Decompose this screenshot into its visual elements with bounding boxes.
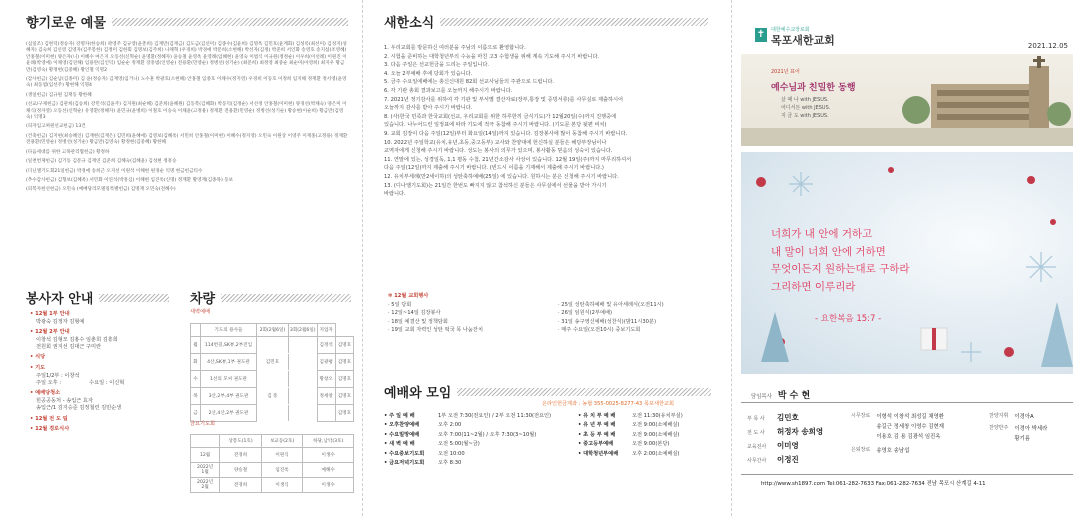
staff-name: 이미영 — [777, 441, 799, 450]
service-time: 오전 9:00(소예배실) — [632, 431, 680, 438]
motto-line: 지 금 도 with JESUS. — [781, 113, 829, 119]
motto-banner — [741, 54, 1073, 146]
church-denomination: 대한예수교장로회 — [771, 27, 810, 33]
vehicle-cell: 김명호 — [335, 371, 353, 388]
vehicle-cell — [288, 371, 317, 388]
volunteer-label: • 12월 2부 안내 — [30, 329, 70, 335]
staff-row — [747, 440, 847, 454]
news-item: 5. 금주 수요일에배에는 총신신대원 82회 선교사님들의 주관으로 드립니다. — [384, 79, 555, 86]
service-name: • 초 등 부 예 배 — [578, 431, 616, 438]
star-icon: ✻ — [388, 293, 393, 299]
table-row — [191, 354, 354, 371]
motto-line: 살 때 나 with JESUS. — [781, 97, 829, 103]
news-item: 13. (디나앨기도회)는 21일간 한번도 빠지지 않고 참석하신 분들은 사무실에서 선물을 받아 가시기 — [384, 182, 607, 189]
elder-names: 이용호 김 용 김광석 임진옥 — [876, 434, 941, 440]
service-name: • 오후찬양예배 — [384, 422, 420, 429]
news-item: 있습니다. 나누어드린 일정표에 따라 기도에 적극 동참해 주시기 바랍니다. (기도문 본당 뒷편 비치) — [384, 122, 607, 129]
worship-row — [578, 450, 728, 459]
vehicle-cell — [288, 388, 317, 405]
vehicle-cell — [288, 405, 317, 422]
motto-line: 어디서든 with JESUS. — [781, 105, 831, 111]
vehicle-cell: 정세창 — [317, 388, 335, 405]
senior-pastor: 담임목사 박 수 현 — [751, 391, 811, 401]
staff-name: 김민호 — [777, 413, 799, 422]
events-right — [558, 301, 708, 335]
service-name: • 대학청년부예배 — [578, 450, 619, 457]
worship-schedule — [384, 412, 728, 468]
offering-block: (디닌앨기도회21일헌금) 박경애 송희근 오지선 이원석 이해현 편경순 익명 현금헌금티수 — [26, 168, 203, 174]
staff-divider — [741, 402, 1073, 403]
news-item: 9. 교회 김장이 다음 주일(12일)부터 화요일(14일)까지 있습니다. 김장봉사에 많이 동참해 주시기 바랍니다. — [384, 130, 628, 137]
right-column — [731, 0, 1091, 516]
offering-block: (다음세대를 위한 고목관리협헌금) 황정하 — [26, 149, 110, 155]
friday-cell: 예해수 — [303, 463, 354, 478]
left-column — [0, 0, 362, 516]
news-item: 1. 우리교회를 방문하신 여러분을 주님의 이름으로 환영합니다. — [384, 45, 526, 51]
staff-role: 교육전사 — [747, 444, 767, 450]
title-decoration — [457, 388, 711, 396]
news-item: 10. 2022년 주일학교(유치,유년,초등,중고등부) 교사와 찬양대에 헌신하실 분들은 해당부장님이나 — [384, 139, 607, 146]
news-item: 바랍니다. — [384, 191, 406, 198]
event-title: ✻ 12월 교회행사 — [388, 293, 429, 299]
motto-lines — [781, 96, 830, 120]
table-row — [191, 448, 354, 463]
vehicle-cell: 4산,SK뷰,1부 권도관 — [201, 354, 257, 371]
service-time: 오전 9:00(소예배실) — [632, 422, 680, 429]
vehicle-cell — [317, 405, 335, 422]
table-row — [191, 478, 354, 493]
elders-block: 시무장로 이형석 이창석 최성길 채영환 송길근 정세창 이영수 김현재 이용호 김 용 김광석 임진옥 은퇴장로 송영호 송남섭 — [851, 413, 944, 454]
vehicle-cell: 수 — [191, 371, 201, 388]
service-time: 오전 5:00(월~금) — [438, 441, 480, 448]
staff-role: 부 목 사 — [747, 416, 765, 422]
elder-names: 이형석 이창석 최성길 채영환 — [876, 414, 944, 420]
header-cell: 상봉도(1호) — [220, 435, 262, 448]
friday-cell: 12월 — [191, 448, 220, 463]
title-decoration — [112, 18, 348, 26]
staff-row — [747, 454, 847, 468]
vehicle-cell: 김명호 — [335, 388, 353, 405]
volunteer-detail: 이창석 김형모 김홍수 임춘희 김흥희 전원회 권지선 김대근 구미란 — [36, 336, 118, 350]
friday-cell: 2022년 2월 — [191, 478, 220, 493]
vehicle-cell: 2산,4산,2부 권도관 — [201, 405, 257, 422]
vehicle-cell: 1선의 모씨 권도관 — [201, 371, 257, 388]
news-item: 2. 시험을 준비하는 대학청년부의 수능을 마친 고3 수험생을 위해 계속 기도해 주시기 바랍니다. — [384, 53, 600, 60]
vehicle-cell: 김명호 — [335, 354, 353, 371]
vehicle-cell — [256, 371, 288, 388]
header-cell — [191, 324, 201, 337]
offering-block: (십일조) 김현덕(정승자) 강명자(한승희) 곽영주 김규영(윤춘희) 김재만(김재금) 김도금(김선미) 김종수(김윤희) 김명옥 김민호(윤계화) 김성록(최선미) 김성지(성혜자) 김숙희 김신영 김영자(김주봉한) 김정미 김한회 김명보(김주희) 나채혁 (우경희) 박경애 박문희(소현해) 박선자(김정) 박준희 서인화 송영호 송지섭(조영혜) 안홍철(이미현) 양은자(니) 이혜수 여은지 오동선(신혁순) 윤명환(정혜자) 윤승철 윤영옥 윤영례(임혜현) 윤영숙 이범식 이규원(정정순) 이우희(이선례) 이원진 이윤례(박영애) 이채영(김연해) 임용란(김인덕) 임순순 정재환 장흥범(인영순) 전용환(민영순) 정병선(성기순) (최문희) 최정영 최중순 최순미(아영희) 최지우 황금만(김영숙) 황정현(김중혜) 황인철 익명2 — [26, 42, 347, 73]
news-item: 다음 주일(12일)까지 제출해 주시기 바랍니다. (빈드시 이름을 기재해서 제출해 주시기 바랍니다.) — [384, 165, 604, 172]
service-name: • 수요중보기도회 — [384, 450, 425, 457]
offering-block: (피복자헌선헌금) 오민숙 (예배당리모델링특별헌금) 김명재 오민숙(전혜수) — [26, 187, 176, 193]
friday-cell: 양승철 — [220, 463, 262, 478]
event-item: · 31일 송구영신예배(성찬식)(밤11시30분) — [558, 318, 656, 325]
service-name: • 수요밀망예배 — [384, 431, 420, 438]
christmas-verse-banner — [741, 152, 1073, 374]
news-item: 교역자에게 신청해 주시기 바랍니다. 성도는 봉사의 의무가 있으며, 봉사활동 믿음의 성숙이 있습니다. — [384, 148, 613, 155]
vehicle-cell: 목 — [191, 388, 201, 405]
staff-list — [747, 412, 847, 468]
news-item: 7. 2021년 정기감사를 위하여 각 기관 및 부서별 결산자료(장부,통장 및 증빙서류)를 사무실로 제출하시어 — [384, 96, 624, 103]
worship-row — [384, 459, 566, 468]
elder-names: 송길근 정세창 이영수 김현재 — [876, 424, 944, 430]
service-time: 오전 10:00 — [438, 450, 465, 457]
vehicle-cell — [256, 405, 288, 422]
accompanist-names: 이경아 박세라 — [1014, 426, 1048, 432]
motto-year: 2021년 표어 — [771, 69, 800, 75]
service-name: • 중고등부예배 — [578, 441, 614, 448]
event-item: · 5일 당회 — [388, 301, 412, 308]
staff-row — [747, 426, 847, 440]
bank-account: 온라인헌금계좌 : 농협 355-0025-8277-43 목포새한교회 — [542, 401, 675, 407]
section-title-vehicle: 차량 — [190, 288, 351, 307]
events-left — [388, 301, 538, 335]
service-time: 1부 오전 7:30(전요인) / 2부 오전 11:30(전요인) — [438, 413, 552, 419]
vehicle-cell: 월 — [191, 337, 201, 354]
volunteer-label: • 12월 경로식사 — [30, 426, 70, 433]
service-name: • 금요저녁기도회 — [384, 460, 425, 467]
table-row — [191, 405, 354, 422]
worship-row — [384, 431, 566, 440]
service-time: 오후 8:30 — [438, 460, 462, 467]
event-item: · 12일~14일 김장봉사 — [388, 310, 441, 317]
offering-block: (생일헌금) 김규원 김재동 황한혜 — [26, 92, 92, 98]
header-cell: 지업자 — [317, 324, 335, 337]
volunteer-label: • 예배당청소 — [30, 390, 61, 397]
vehicle-cell: 김 흥 — [256, 388, 288, 405]
title-decoration — [99, 294, 169, 302]
footer-contact: http://www.sh1897.com Tel:061-282-7633 Fax:061-282-7634 전남 목포시 산계길 4-11 — [761, 481, 986, 487]
volunteer-label: • 기도 — [30, 365, 46, 371]
motto-title: 예수님과 친밀한 동행 — [771, 83, 856, 93]
vehicle-cell: 황창오 — [317, 371, 335, 388]
accompanist-names: 황기름 — [1014, 436, 1030, 442]
table-row — [191, 371, 354, 388]
worship-row — [384, 440, 566, 449]
friday-cell: 이생수 — [303, 478, 354, 493]
service-time: 오전 9:00(본당) — [632, 441, 670, 448]
volunteer-detail: 힌공공동처 - 송입근 효자 송입근/1 김지승준 김정철린 김민순생 — [36, 398, 122, 412]
event-item: · 25일 성탄축하예배 및 유아세례식(오전11시) — [558, 301, 664, 308]
vehicle-cell: 3산,2부,4부 권도관 — [201, 388, 257, 405]
worship-row — [384, 421, 566, 430]
worship-row — [384, 412, 566, 421]
bible-verse — [771, 226, 910, 296]
offering-block: (감사헌금) 김순남(김종미) 김 윤(정승자) 김재영(임거니) 노수훈 박광호(소현해) 안홍철 임종호 이채수(정지영) 우경희 이동호 이정희 임지해 정재환 정서영(윤영숙) 최동엽(임선주) 황현해 익명4 — [26, 77, 347, 89]
vehicle-table — [190, 323, 354, 422]
bulletin-date: 2021.12.05 — [1027, 42, 1068, 50]
news-item: 4. 오늘 2부예배 후에 당회가 있습니다. — [384, 70, 473, 77]
header-cell: 기도의 용사들 — [201, 324, 257, 337]
offering-block: (건축헌금) 김지현(최승혜인) 김재현(김재은) 김민희(윤혜애) 김영보(김혜옥) 서민희 안홍철(이미현) 이혜수(정지영) 오민숙 이원상 이영주 이재홍(고정용) 정재환 전용환(민영순) 정병선(성기순) 황금만(김영숙) 황정현(김중혜) 황한혜 — [26, 133, 348, 146]
verse-line: 너희가 내 안에 거하고 — [771, 228, 873, 240]
verse-line: 무엇이든지 원하는대로 구하라 — [771, 263, 910, 275]
section-title-worship: 예배와 모임 — [384, 382, 711, 401]
news-item: 12. 유치부세례(만2세이하)의 성탄축하예배(25일) 에 있습니다. 원하시는 분은 신청해 주시기 바랍니다. — [384, 173, 619, 180]
friday-cell: 전경희 — [220, 448, 262, 463]
service-time: 오후 2:00(소예배실) — [632, 450, 680, 457]
friday-cell: 이생식 — [261, 478, 303, 493]
cross-logo-icon: ✝ — [756, 29, 766, 40]
vehicle-cell: 금 — [191, 405, 201, 422]
event-box — [388, 292, 708, 335]
subtitle-dawn: 새벽예배 — [190, 309, 211, 315]
verse-line: 내 말이 너희 안에 거하면 — [771, 245, 886, 258]
friday-cell: 이생수 — [303, 448, 354, 463]
staff-name: 이정진 — [777, 455, 799, 464]
section-title-hyanggi: 향기로운 예물 — [26, 12, 348, 31]
staff-row — [747, 412, 847, 426]
offering-list — [26, 42, 348, 197]
event-item: · 19일 교회 자력인 성탄 떡국 목 나눔잔치 — [388, 327, 483, 334]
worship-right — [578, 412, 728, 468]
worship-row — [578, 431, 728, 440]
worship-left — [384, 412, 566, 468]
vehicle-cell: 김광평 — [317, 354, 335, 371]
news-item: 오늘까지 감사를 받아 주시기 바랍니다. — [384, 105, 473, 112]
service-name: • 유 년 부 예 배 — [578, 422, 616, 429]
footer-divider — [741, 474, 1073, 475]
service-time: 오후 2:00 — [438, 422, 462, 429]
friday-cell: 이원식 — [261, 448, 303, 463]
vehicle-cell: 김민호 — [256, 354, 288, 371]
vehicle-cell: 김명호 — [335, 405, 353, 422]
table-row — [191, 337, 354, 354]
church-name: 목포새한교회 — [771, 34, 835, 47]
verse-line: 그리하면 이루리라 — [771, 280, 856, 293]
service-name: • 주 일 예 배 — [384, 413, 415, 419]
vehicle-cell: 김명호 — [335, 337, 353, 354]
volunteer-list — [30, 310, 180, 436]
vehicle-cell: 114번길,SK뷰,2부진입 — [201, 337, 257, 354]
volunteer-label: • 12월 전 도 팀 — [30, 415, 68, 422]
header-cell: 3회(2월6일) — [288, 324, 317, 337]
service-time: 오후 7:00(11~2월) / 오후 7:30(3~10월) — [438, 431, 537, 438]
friday-cell: 전경희 — [220, 478, 262, 493]
title-decoration — [221, 294, 351, 302]
news-item: 3. 다음 주일은 선교헌금을 드리는 주일입니다. — [384, 62, 490, 69]
friday-cell: 임진옥 — [261, 463, 303, 478]
service-name: • 유 치 부 예 배 — [578, 413, 616, 419]
service-name: • 새 벽 예 배 — [384, 441, 415, 448]
table-header-row — [191, 435, 354, 448]
vehicle-cell — [288, 354, 317, 371]
subtitle-friday: 금요기도회 — [190, 421, 216, 427]
worship-row — [384, 450, 566, 459]
volunteer-label: • 12월 1부 안내 — [30, 311, 70, 317]
music-block: 찬양지휘 이경아A 찬양반주 이경아 박세라 황기름 — [989, 413, 1048, 442]
header-cell: 2회(2월6일) — [256, 324, 288, 337]
friday-cell: 2022년 1월 — [191, 463, 220, 478]
header-cell: 하당,남악(3호) — [303, 435, 354, 448]
volunteer-label: • 식당 — [30, 354, 46, 361]
vehicle-cell: 화 — [191, 354, 201, 371]
verse-reference: - 요한복음 15:7 - — [815, 314, 882, 324]
vehicle-cell — [288, 337, 317, 354]
vehicle-cell — [256, 337, 288, 354]
news-item: 11. 연말에 있는, 성경일독, 1,1 평동 수첩, 21년간소감사 사상이 있습니다. 12월 19일(주)까지 마무리하셔서 — [384, 156, 632, 163]
staff-name: 허정자 송희영 — [777, 427, 824, 436]
offering-block: (일천번제헌금) 김기동 김문규 김재연 김준희 김혜숙(김혜윤) 김성현 정흥승 — [26, 159, 177, 165]
offering-block: (추수감사헌금) 김형보(김혜옥) 서민화 이연석(박흥심) 이해현 임진옥(신명) 정재환 황영재(김종목) 동보 — [26, 177, 234, 183]
staff-role: 사무간사 — [747, 458, 767, 464]
staff-role: 전 도 사 — [747, 430, 765, 436]
news-list — [384, 44, 714, 199]
service-time: 오전 11:30(유치부실) — [632, 413, 683, 419]
spacer — [30, 434, 180, 436]
worship-row — [578, 421, 728, 430]
event-item: · 매주 수요일(오전10시) 중보기도회 — [558, 327, 641, 334]
title-decoration — [440, 18, 708, 26]
volunteer-detail: 주일1/2부 : 이창석 주일 오후 : 수요일 : 이신혁 — [36, 372, 125, 386]
worship-row — [578, 412, 728, 421]
news-item: 6. 각 기관 총회 결과보고를 오늘까지 해주시기 바랍니다. — [384, 87, 513, 94]
event-item: · 18일 예결산 및 정책담회 — [388, 318, 448, 325]
table-header-row — [191, 324, 354, 337]
offering-block: (피자입고찌원선교헌금) 13건 — [26, 124, 86, 130]
header-cell: 보교동(2호) — [261, 435, 303, 448]
worship-row — [578, 440, 728, 449]
offering-block: (선교/구제헌금) 김관희(김승희) 강민석(김윤주) 김지원(최순혜) 김준희(윤혜원) 김동복(김혜화) 박동덕(김정순) 서선정 안홍철(이미현) 양경선(박채숙) 양은미 이채식(정자영) 오동선(신혁순) 유영환(정혜자) 윤민규(윤병희) 이철호 이승숙 이채윤(고정용) 정재환 전용환(민영순) 정병선(성기순) 황승현(이순희) 황금만(김영숙) 익명3 — [26, 102, 347, 121]
header-cell — [191, 435, 220, 448]
table-row — [191, 388, 354, 405]
friday-table — [190, 434, 354, 493]
volunteer-detail: 박광숙 김정자 김형예 — [36, 318, 85, 325]
event-item: · 26일 임원식(2부예배) — [558, 310, 612, 317]
vehicle-cell: 김정석 — [317, 337, 335, 354]
section-title-volunteer: 봉사자 안내 — [26, 288, 169, 307]
table-row — [191, 463, 354, 478]
section-title-news: 새한소식 — [384, 12, 708, 31]
news-item: 8. (사)한국 민족과 한국교회(선교, 우리교회를 위한 하루한끼 금식기도)가 12월20일(수)까지 진행중에 — [384, 113, 617, 120]
